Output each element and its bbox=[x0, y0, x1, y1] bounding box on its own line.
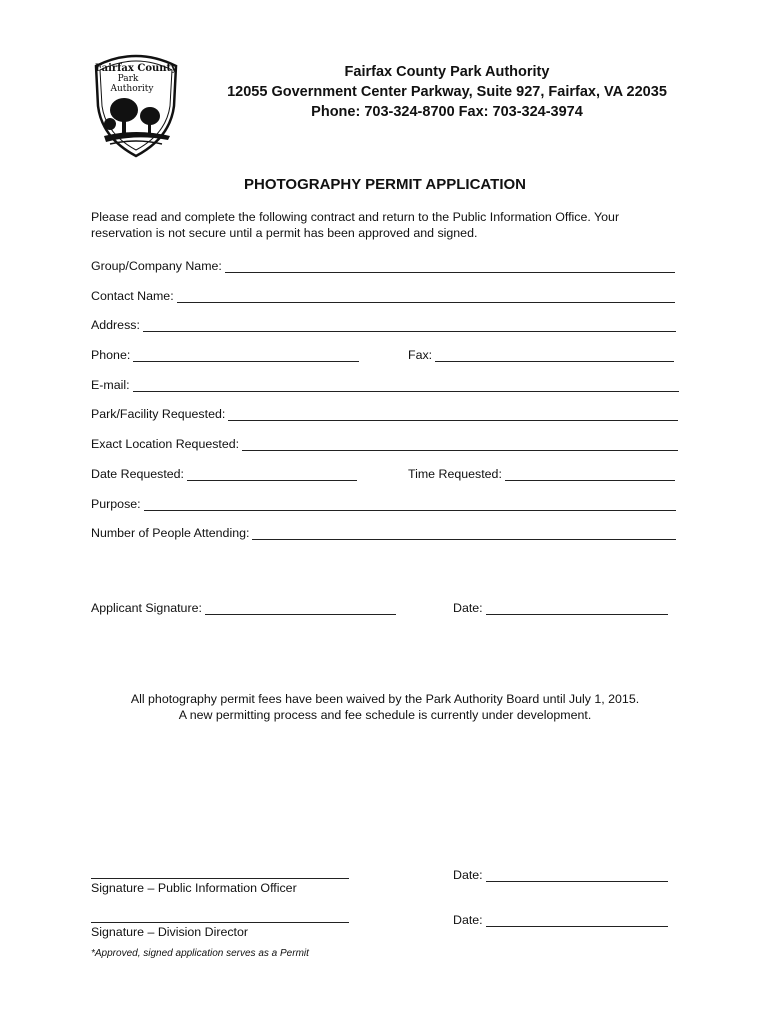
park-facility-field[interactable] bbox=[91, 403, 678, 421]
fee-waiver-line-1: All photography permit fees have been waived by the Park Authority Board until July 1, 2015. bbox=[130, 692, 640, 706]
exact-location-line[interactable] bbox=[242, 438, 678, 451]
address-label: Address: bbox=[91, 318, 140, 332]
time-requested-field[interactable] bbox=[408, 463, 675, 481]
phone-label: Phone: bbox=[91, 348, 131, 362]
permit-footnote: *Approved, signed application serves as a Permit bbox=[91, 948, 309, 959]
time-requested-line[interactable] bbox=[505, 468, 675, 481]
intro-text bbox=[91, 209, 651, 241]
address-field[interactable] bbox=[91, 314, 676, 332]
officer-signature-line[interactable] bbox=[91, 878, 349, 879]
date-requested-label: Date Requested: bbox=[91, 467, 184, 481]
applicant-signature-line[interactable] bbox=[205, 602, 396, 615]
applicant-date-field[interactable] bbox=[453, 597, 668, 615]
group-company-line[interactable] bbox=[225, 260, 675, 273]
address-line[interactable] bbox=[143, 319, 676, 332]
org-phone: Phone: 703-324-8700 Fax: 703-324-3974 bbox=[311, 104, 583, 120]
officer-signature-label: Signature – Public Information Officer bbox=[91, 881, 297, 895]
fax-line[interactable] bbox=[435, 349, 674, 362]
email-line[interactable] bbox=[133, 379, 679, 392]
applicant-signature-label: Applicant Signature: bbox=[91, 601, 202, 615]
officer-date-field[interactable] bbox=[453, 864, 668, 882]
form-title: PHOTOGRAPHY PERMIT APPLICATION bbox=[244, 176, 526, 193]
purpose-line[interactable] bbox=[144, 498, 676, 511]
people-attending-field[interactable] bbox=[91, 522, 676, 540]
park-facility-label: Park/Facility Requested: bbox=[91, 407, 226, 421]
director-date-field[interactable] bbox=[453, 909, 668, 927]
officer-date-label: Date: bbox=[453, 868, 483, 882]
contact-name-label: Contact Name: bbox=[91, 289, 174, 303]
applicant-date-label: Date: bbox=[453, 601, 483, 615]
purpose-label: Purpose: bbox=[91, 497, 141, 511]
fax-field[interactable] bbox=[408, 344, 674, 362]
park-facility-line[interactable] bbox=[228, 408, 678, 421]
exact-location-label: Exact Location Requested: bbox=[91, 437, 240, 451]
applicant-date-line[interactable] bbox=[486, 602, 668, 615]
seal-text-line1: Fairfax County bbox=[95, 63, 177, 74]
director-date-label: Date: bbox=[453, 913, 483, 927]
intro-line-2: reservation is not secure until a permit has been approved and signed. bbox=[91, 226, 478, 240]
header bbox=[200, 62, 694, 122]
contact-name-line[interactable] bbox=[177, 290, 675, 303]
fee-waiver-line-2: A new permitting process and fee schedule is currently under development. bbox=[178, 708, 592, 722]
email-label: E-mail: bbox=[91, 378, 130, 392]
org-name: Fairfax County Park Authority bbox=[344, 64, 550, 80]
seal-text-line3: Authority bbox=[110, 84, 154, 94]
group-company-label: Group/Company Name: bbox=[91, 259, 222, 273]
intro-line-1: Please read and complete the following contract and return to the Public Information Office. Your bbox=[91, 210, 620, 224]
group-company-field[interactable] bbox=[91, 255, 675, 273]
phone-field[interactable] bbox=[91, 344, 359, 362]
contact-name-field[interactable] bbox=[91, 285, 675, 303]
date-requested-line[interactable] bbox=[187, 468, 357, 481]
director-date-line[interactable] bbox=[486, 914, 668, 927]
director-signature-line[interactable] bbox=[91, 922, 349, 923]
purpose-field[interactable] bbox=[91, 493, 676, 511]
fax-label: Fax: bbox=[408, 348, 433, 362]
date-requested-field[interactable] bbox=[91, 463, 357, 481]
org-address: 12055 Government Center Parkway, Suite 927, Fairfax, VA 22035 bbox=[227, 84, 667, 100]
time-requested-label: Time Requested: bbox=[408, 467, 502, 481]
seal-text-line2: Park bbox=[117, 74, 139, 84]
phone-line[interactable] bbox=[133, 349, 359, 362]
people-attending-line[interactable] bbox=[252, 527, 676, 540]
exact-location-field[interactable] bbox=[91, 433, 678, 451]
email-field[interactable] bbox=[91, 374, 679, 392]
officer-date-line[interactable] bbox=[486, 869, 668, 882]
fee-waiver-note bbox=[0, 691, 770, 723]
park-authority-seal bbox=[88, 46, 184, 158]
applicant-signature-field[interactable] bbox=[91, 597, 396, 615]
director-signature-label: Signature – Division Director bbox=[91, 925, 249, 939]
people-attending-label: Number of People Attending: bbox=[91, 526, 250, 540]
